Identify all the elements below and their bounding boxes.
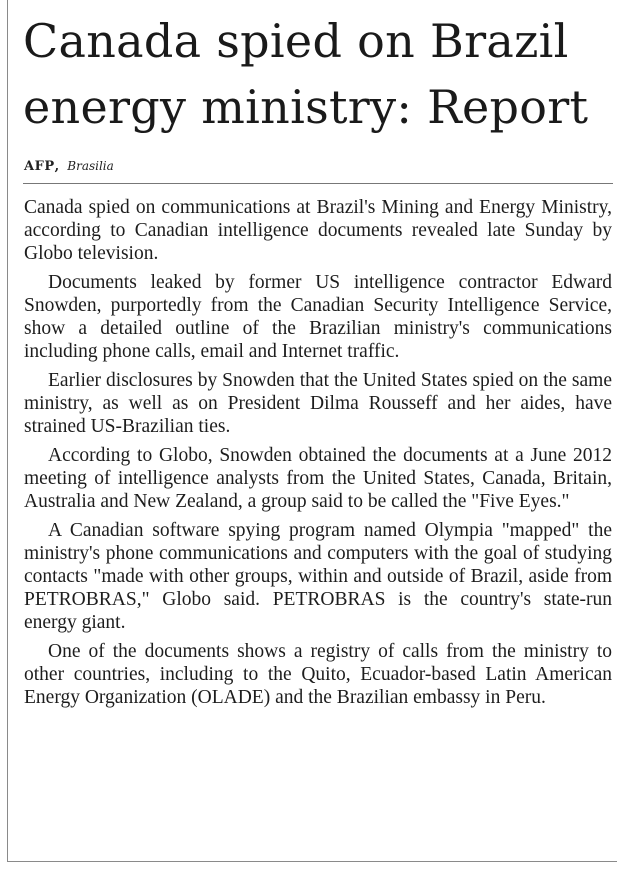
article-paragraph: According to Globo, Snowden obtained the documents at a June 2012 meeting of intelligence analysts from the United States, Canada, Britain, Australia and New Zealand, a group said to be called the "Five Eyes." bbox=[24, 445, 612, 512]
byline-agency: AFP bbox=[24, 159, 55, 174]
left-column-rule bbox=[7, 0, 8, 862]
byline-separator: , bbox=[54, 159, 60, 174]
article-paragraph: Documents leaked by former US intelligence contractor Edward Snowden, purportedly from the Canadian Security Intelligence Service, show a detailed outline of the Brazilian ministry's communications including phone calls, email and Internet traffic. bbox=[24, 272, 612, 362]
byline bbox=[24, 157, 114, 176]
article-paragraph: One of the documents shows a registry of calls from the ministry to other countries, including to the Quito, Ecuador-based Latin American Energy Organization (OLADE) and the Brazilian embassy in Peru. bbox=[24, 641, 612, 708]
article-body bbox=[24, 196, 612, 715]
headline: Canada spied on Brazil energy ministry: Report bbox=[23, 14, 589, 134]
article-paragraph: Canada spied on communications at Brazil's Mining and Energy Ministry, according to Canadian intelligence documents revealed late Sunday by Globo television. bbox=[24, 197, 612, 264]
article-paragraph: Earlier disclosures by Snowden that the United States spied on the same ministry, as well as on President Dilma Rousseff and her aides, have strained US-Brazilian ties. bbox=[24, 370, 612, 437]
byline-divider bbox=[23, 183, 613, 184]
article-paragraph: A Canadian software spying program named Olympia "mapped" the ministry's phone communications and computers with the goal of studying contacts "made with other groups, within and outside of Brazil, aside from PETROBRAS," Globo said. PETROBRAS is the country's state-run energy giant. bbox=[24, 520, 612, 633]
byline-dateline: Brasilia bbox=[67, 159, 114, 173]
bottom-rule bbox=[7, 861, 617, 862]
